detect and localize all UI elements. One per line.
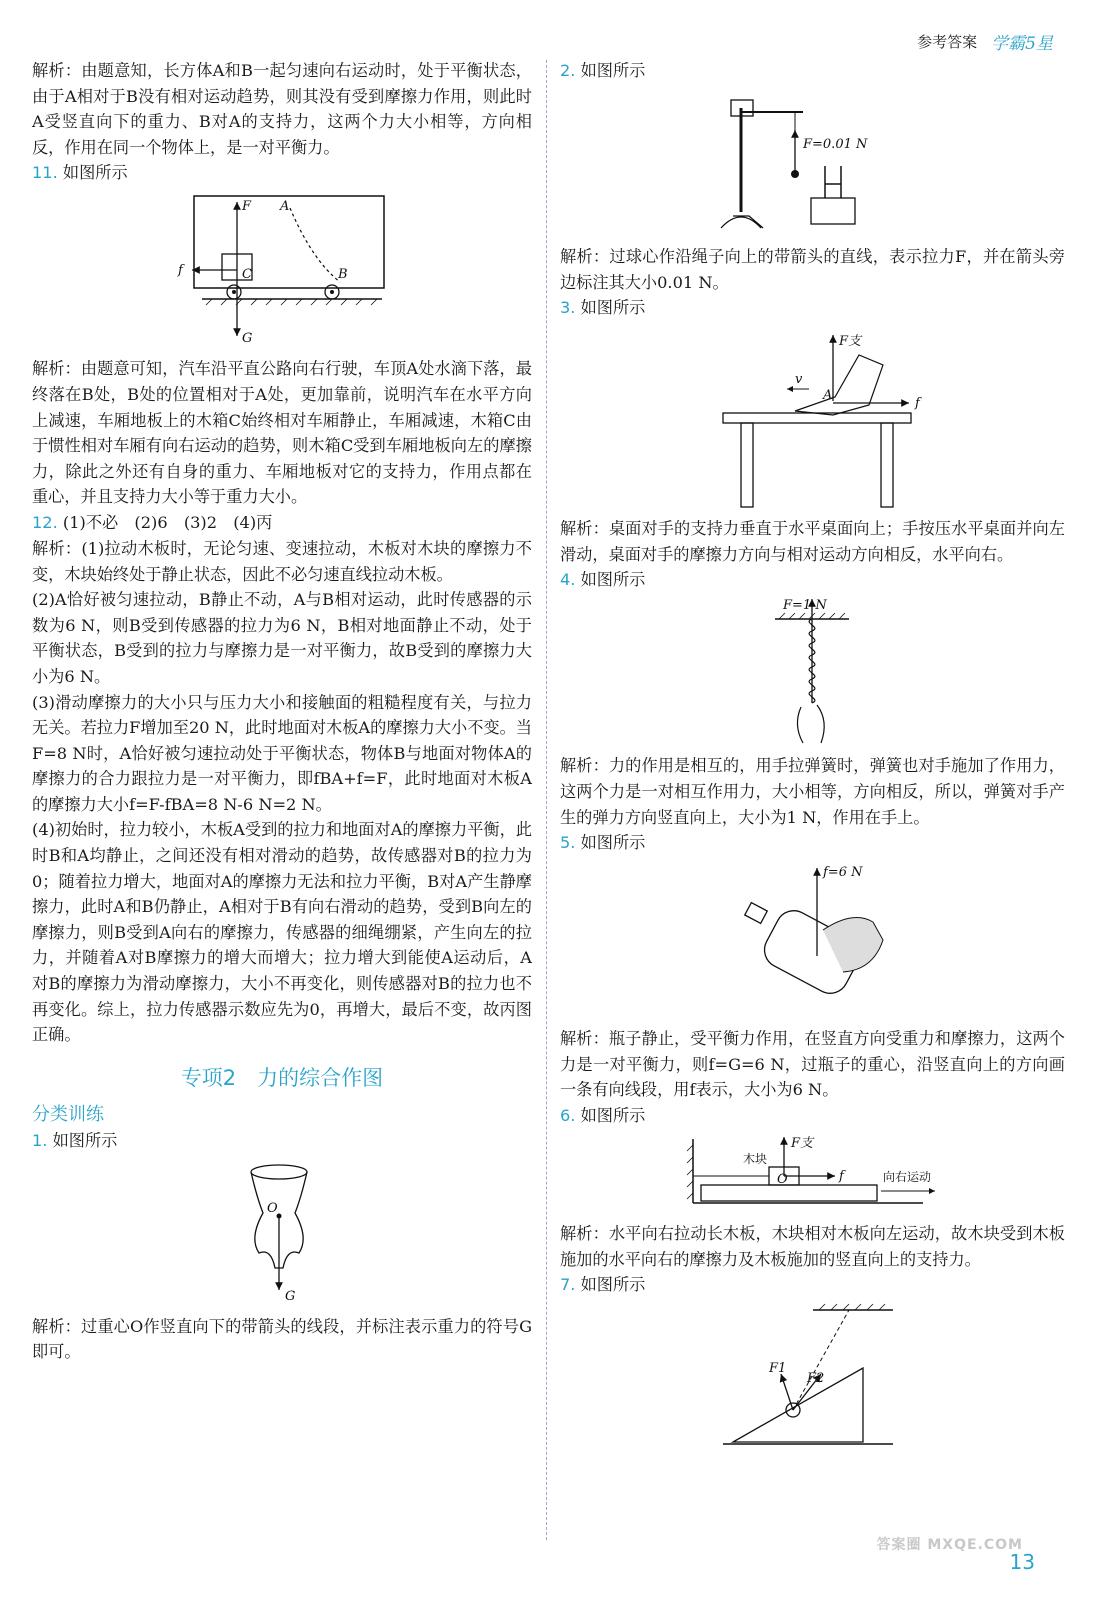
- q4-heading: [560, 567, 1065, 593]
- q12-analysis-4: (4)初始时，拉力较小，木板A受到的拉力和地面对A的摩擦力平衡，此时B和A均静止，之间还没有相对滑动的趋势，故传感器对B的拉力为0；随着拉力增大，地面对A的摩擦力无法和拉力平衡，B对A产生静摩擦力，此时A和B仍静止，A相对于B有向右滑动的趋势，受到B向左的摩擦力，则B受到A向右的摩擦力，传感器的细绳绷紧，产生向左的拉力，并随着A对B摩擦力的增大而增大；拉力增大到能使A运动后，A对B的摩擦力为滑动摩擦力，大小不再变化，则传感器对B的拉力也不再变化。综上，拉力传感器示数应先为0，再增大，最后不变，故丙图正确。: [32, 820, 532, 1045]
- fig11-label-B: B: [338, 267, 348, 283]
- fig3-label-Fz: F支: [838, 334, 861, 350]
- header-ref-label: 参考答案: [917, 32, 978, 51]
- fig11-label-A: A: [280, 199, 290, 215]
- fig6-label-f: f: [838, 1168, 844, 1184]
- q3-text: 如图所示: [580, 298, 646, 318]
- q7-number: 7.: [560, 1275, 576, 1295]
- q5-text: 如图所示: [580, 833, 646, 853]
- q12-analysis-2: (2)A恰好被匀速拉动，B静止不动，A与B相对运动，此时传感器的示数为6 N，则B受到传感器的拉力为6 N，B相对地面静止不动，处于平衡状态，B受到的拉力与摩擦力是一对平衡力，故B受到的摩擦力大小为6 N。: [32, 590, 532, 686]
- q3-number: 3.: [560, 298, 576, 318]
- q12-answer: (1)不必 (2)6 (3)2 (4)丙: [62, 512, 273, 532]
- q2-number: 2.: [560, 61, 576, 80]
- fig5-label-f: f=6 N: [822, 865, 862, 881]
- q10-analysis: 解析：由题意知，长方体A和B一起匀速向右运动时，处于平衡状态，由于A相对于B没有相对运动趋势，则其没有受到摩擦力作用，则此时A受竖直向下的重力、B对A的支持力，这两个力大小相等，方向相反，作用在同一个物体上，是一对平衡力。: [32, 61, 532, 157]
- fig1-container: [32, 1158, 532, 1308]
- fig11-container: [32, 190, 532, 350]
- fig7-container: [560, 1302, 1065, 1452]
- fig7-incline-diagram: [713, 1302, 913, 1452]
- q11-number: 11.: [32, 163, 58, 183]
- page-header: [917, 26, 1053, 56]
- watermark-logo: 答案圈 MXQE.COM: [876, 1537, 1023, 1553]
- q4-text: 如图所示: [580, 570, 646, 590]
- fig3-label-A: A: [822, 388, 832, 404]
- q11-text: 如图所示: [62, 163, 128, 183]
- fig3-container: [560, 325, 1065, 510]
- fig6-label-block: 木块: [742, 1151, 767, 1166]
- q1-text: 如图所示: [52, 1130, 118, 1150]
- section-title: 专项2 力的综合作图: [180, 1065, 384, 1090]
- fig5-container: [560, 860, 1065, 1020]
- q1-heading: [32, 1128, 532, 1154]
- q12-analysis-1: 解析：(1)拉动木板时，无论匀速、变速拉动，木板对木块的摩擦力不变，木块始终处于静止状态，因此不必匀速直线拉动木板。: [32, 538, 532, 584]
- left-column: [32, 58, 532, 1365]
- fig2-container: [560, 88, 1065, 238]
- q5-analysis: 解析：瓶子静止，受平衡力作用，在竖直方向受重力和摩擦力，这两个力是一对平衡力，则f=G=6 N，过瓶子的重心，沿竖直向上的方向画一条有向线段，用f表示，大小为6 N。: [560, 1029, 1065, 1100]
- fig1-label-G: G: [285, 1288, 296, 1304]
- q12-analysis-3: (3)滑动摩擦力的大小只与压力大小和接触面的粗糙程度有关，与拉力无关。若拉力F增加至20 N，此时地面对木板A的摩擦力大小不变。当F=8 N时，A恰好被匀速拉动处于平衡状态，物体B与地面对物体A的摩擦力的合力跟拉力是一对平衡力，即fBA+f=F，此时地面对木板A的摩擦力大小f=F-fBA=8 N-6 N=2 N。: [32, 692, 532, 814]
- right-column: [560, 58, 1065, 1458]
- q3-analysis: 解析：桌面对手的支持力垂直于水平桌面向上；手按压水平桌面并向左滑动，桌面对手的摩擦力方向与相对运动方向相反，水平向右。: [560, 519, 1065, 564]
- q5-number: 5.: [560, 833, 576, 853]
- q6-text: 如图所示: [580, 1105, 646, 1125]
- q6-analysis: 解析：水平向右拉动长木板，木块相对木板向左运动，故木块受到木板施加的水平向右的摩擦力及木板施加的竖直向上的支持力。: [560, 1223, 1065, 1269]
- q2-text: 如图所示: [580, 61, 646, 80]
- q4-analysis: 解析：力的作用是相互的，用手拉弹簧时，弹簧也对手施加了作用力，这两个力是一对相互作用力，大小相等，方向相反，所以，弹簧对手产生的弹力方向竖直向上，大小为1 N，作用在手上。: [560, 756, 1065, 827]
- fig6-container: [560, 1133, 1065, 1215]
- fig1-label-O: O: [267, 1200, 278, 1216]
- q11-analysis: 解析：由题意可知，汽车沿平直公路向右行驶，车顶A处水滴下落，最终落在B处，B处的位置相对于A处，更加靠前，说明汽车在水平方向上减速，车厢地板上的木箱C始终相对车厢静止，车厢减速，木箱C由于惯性相对车厢有向右运动的趋势，则木箱C受到车厢地板向左的摩擦力，除此之外还有自身的重力、车厢地板对它的支持力，作用点都在重心，并且支持力大小等于重力大小。: [32, 359, 532, 507]
- sub-title: 分类训练: [32, 1103, 104, 1125]
- q1-number: 1.: [32, 1130, 48, 1150]
- q1-analysis: 解析：过重心O作竖直向下的带箭头的线段，并标注表示重力的符号G即可。: [32, 1316, 532, 1362]
- fig11-car-diagram: [172, 190, 392, 350]
- column-divider: [546, 60, 548, 1540]
- q5-heading: [560, 830, 1065, 856]
- fig11-label-F: F: [242, 199, 252, 215]
- fig3-hand-table-diagram: [683, 325, 943, 510]
- fig11-label-f: f: [178, 263, 183, 279]
- fig6-label-O: O: [776, 1171, 788, 1187]
- q7-heading: [560, 1272, 1065, 1298]
- fig3-label-f: f: [914, 396, 920, 412]
- fig3-label-v: v: [794, 372, 802, 388]
- page-number: 13: [1009, 1550, 1035, 1574]
- q3-heading: [560, 295, 1065, 321]
- fig11-label-G: G: [242, 331, 253, 347]
- q2-analysis: 解析：过球心作沿绳子向上的带箭头的直线，表示拉力F，并在箭头旁边标注其大小0.01 N。: [560, 247, 1065, 292]
- q6-heading: [560, 1103, 1065, 1129]
- q11-heading: [32, 160, 532, 186]
- fig4-spring-diagram: [753, 597, 873, 747]
- fig4-container: [560, 597, 1065, 747]
- fig4-label-F: F=1 N: [782, 598, 827, 614]
- q12-number: 12.: [32, 512, 58, 532]
- q4-number: 4.: [560, 570, 576, 590]
- fig6-block-board-diagram: [673, 1133, 953, 1215]
- q6-number: 6.: [560, 1105, 576, 1125]
- fig6-label-Fz: F支: [790, 1135, 813, 1151]
- fig2-label-F: F=0.01 N: [802, 137, 867, 152]
- fig5-bottle-diagram: [733, 860, 893, 1020]
- fig11-label-C: C: [242, 267, 252, 283]
- fig7-label-F1: F1: [768, 1361, 786, 1377]
- fig2-pendulum-diagram: [713, 88, 913, 238]
- fig1-rocket-diagram: [227, 1158, 337, 1308]
- q7-text: 如图所示: [580, 1275, 646, 1295]
- fig6-label-motion: 向右运动: [882, 1169, 931, 1184]
- header-brand-logo: 学霸5星: [991, 33, 1053, 54]
- q12-heading: [32, 510, 532, 536]
- fig7-label-F2: F2: [806, 1371, 824, 1387]
- q2-heading: [560, 58, 1065, 84]
